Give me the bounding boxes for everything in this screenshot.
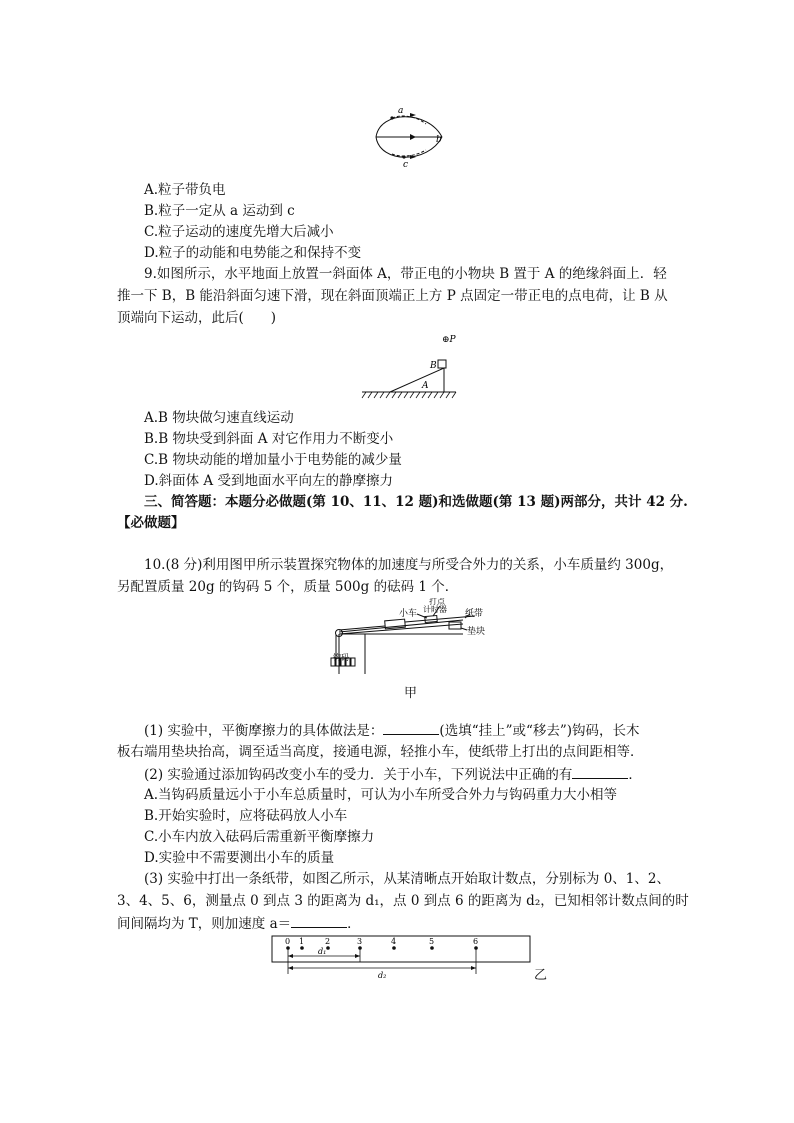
q9-stem-line-3: 顶端向下运动，此后( ) [117,310,277,326]
tape-point-5 [430,946,434,950]
fig-label-b: b [436,135,442,145]
charge-p-label: ⊕P [442,335,456,345]
q10-part2-option-b: B.开始实验时，应将砝码放人小车 [144,808,348,824]
fig-label-a: a [398,106,404,116]
tape-label: 纸带 [465,609,484,619]
q8-option-c: C.粒子运动的速度先增大后减小 [144,224,334,240]
incline-a-label: A [422,381,429,391]
q9-option-b: B.B 物块受到斜面 A 对它作用力不断变小 [144,431,394,447]
q10-stem-line-2: 另配置质量 20g 的钩码 5 个，质量 500g 的砝码 1 个． [117,579,459,595]
d1-label: d₁ [318,947,327,956]
q8-option-d: D.粒子的动能和电势能之和保持不变 [144,245,362,261]
q10-part2-option-c: C.小车内放入砝码后需重新平衡摩擦力 [144,829,375,845]
required-label: 【必做题】 [117,515,185,531]
tape-point-label-3: 3 [357,937,363,946]
q8-option-a: A.粒子带负电 [144,182,226,198]
tape-point-2 [326,946,330,950]
car-label: 小车 [399,609,418,619]
q10-part3-line-1: (3) 实验中打出一条纸带，如图乙所示，从某清晰点开始取计数点，分别标为 0、1、2、 [144,871,670,887]
incline-figure [360,330,470,406]
tape-point-1 [300,946,304,950]
hook-weight-label: 钩码 [333,653,349,662]
q9-stem-line-2: 推一下 B，B 能沿斜面匀速下滑，现在斜面顶端正上方 P 点固定一带正电的点电荷，让 B 从 [117,288,668,304]
q10-part3-line-2: 3、4、5、6，测量点 0 到点 3 的距离为 d₁，点 0 到点 6 的距离为 d₂，已知相邻计数点间的时 [117,893,689,909]
pad-label: 垫块 [467,627,486,637]
answer-blank-1[interactable] [383,720,439,735]
tape-point-label-2: 2 [325,937,331,946]
q10-part1-line-1: (1) 实验中，平衡摩擦力的具体做法是： (选填“挂上”或“移去”)钩码，长木 [144,720,640,741]
d2-label: d₂ [378,971,387,980]
q9-option-c: C.B 物块动能的增加量小于电势能的减少量 [144,452,402,468]
q9-stem-line-1: 9.如图所示，水平地面上放置一斜面体 A，带正电的小物块 B 置于 A 的绝缘斜面上．轻 [144,266,667,282]
tape-point-label-5: 5 [429,937,435,946]
answer-blank-2[interactable] [572,764,628,779]
q9-option-a: A.B 物块做匀速直线运动 [144,410,294,426]
tape-point-label-0: 0 [285,937,291,946]
q9-option-d: D.斜面体 A 受到地面水平向左的静摩擦力 [144,473,393,489]
field-lines-figure [370,104,450,170]
q10-part2-option-a: A.当钩码质量远小于小车总质量时，可认为小车所受合外力与钩码重力大小相等 [144,787,618,803]
q10-stem-line-1: 10.(8 分)利用图甲所示装置探究物体的加速度与所受合外力的关系，小车质量约 300g， [144,557,674,573]
fig-label-c: c [403,160,409,170]
q10-part1-line-2: 板右端用垫块抬高，调至适当高度，接通电源，轻推小车，使纸带上打出的点间距相等． [117,744,644,760]
q10-part3-line-3: 间间隔均为 T，则加速度 a＝ ． [117,913,361,934]
timer-label: 打点计时器 [423,598,447,614]
q10-part2-stem: (2) 实验通过添加钩码改变小车的受力．关于小车，下列说法中正确的有 ． [144,764,642,785]
figure-jia-caption: 甲 [404,686,418,701]
paper-tape-figure [270,934,540,980]
tape-point-label-1: 1 [299,937,305,946]
tape-point-label-4: 4 [391,937,397,946]
figure-yi-caption: 乙 [534,968,548,983]
tape-point-label-6: 6 [473,937,479,946]
apparatus-figure [325,598,495,680]
answer-blank-3[interactable] [291,913,347,928]
q10-part2-option-d: D.实验中不需要测出小车的质量 [144,850,335,866]
section-3-heading: 三、简答题：本题分必做题(第 10、11、12 题)和选做题(第 13 题)两部分，共计 42 分. [144,494,688,510]
tape-point-4 [392,946,396,950]
block-b-label: B [430,361,437,371]
q8-option-b: B.粒子一定从 a 运动到 c [144,203,295,219]
